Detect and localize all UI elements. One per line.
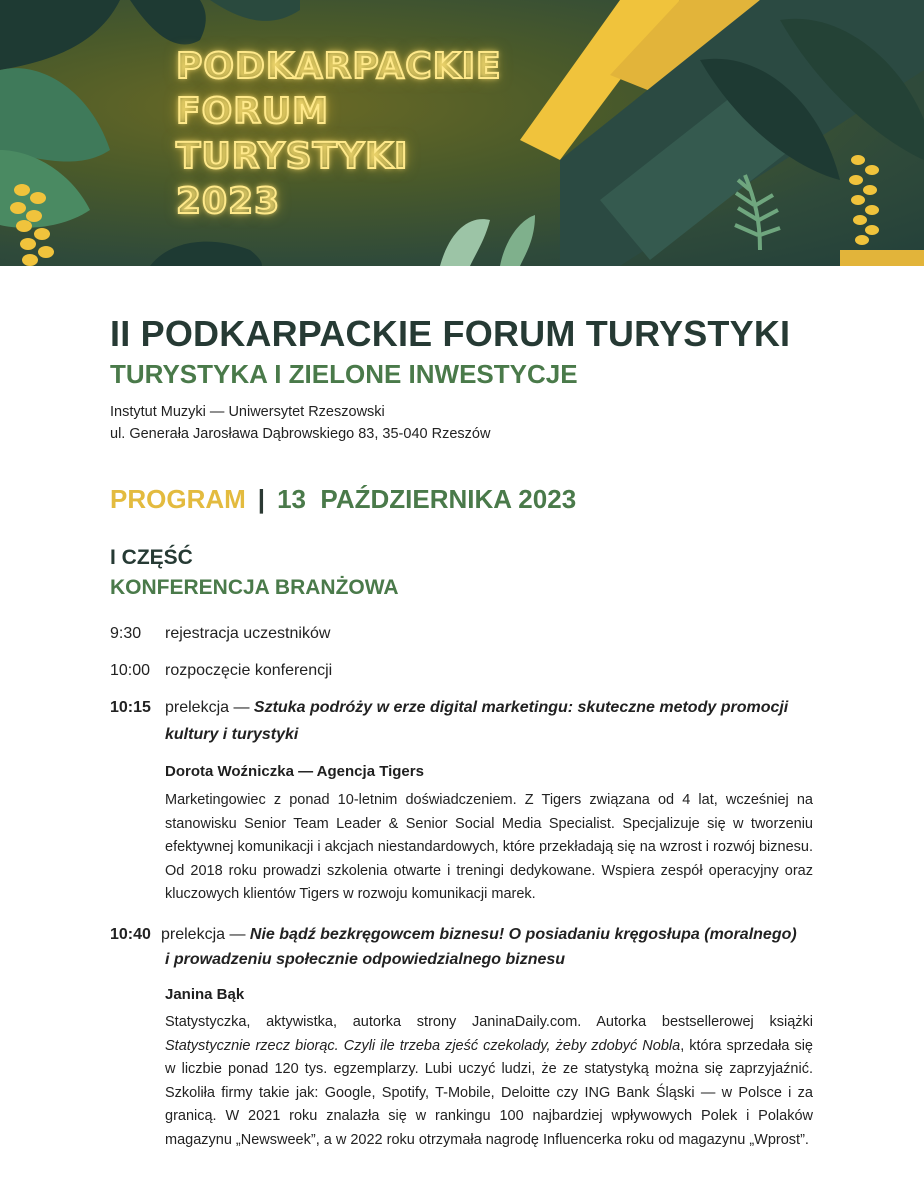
schedule-item: [110, 625, 330, 643]
schedule-text: rozpoczęcie konferencji: [165, 662, 333, 679]
lecture-prefix: prelekcja —: [161, 926, 250, 943]
speaker-bio: [165, 789, 813, 907]
page-subtitle: TURYSTYKA I ZIELONE INWESTYCJE: [110, 359, 578, 389]
schedule-item: [110, 662, 332, 680]
speaker-name: Janina Bąk: [165, 986, 245, 1003]
page-title: II PODKARPACKIE FORUM TURYSTYKI: [110, 313, 791, 354]
address: ul. Generała Jarosława Dąbrowskiego 83, 35-040 Rzeszów: [110, 426, 491, 442]
schedule-text: rejestracja uczestników: [165, 625, 331, 642]
lecture-item: [110, 699, 814, 749]
program-separator: |: [257, 484, 266, 514]
program-label: PROGRAM: [110, 484, 246, 514]
book-title: Statystycznie rzecz biorąc. Czyli ile trzeba zjeść czekolady, żeby zdobyć Nobla: [165, 1037, 681, 1054]
schedule-time: 10:00: [110, 662, 151, 679]
neon-line: FORUM: [176, 91, 329, 132]
lecture-prefix: prelekcja —: [165, 699, 254, 716]
program-heading: [110, 484, 576, 515]
lecture-time: 10:40: [110, 926, 151, 943]
venue: Instytut Muzyki — Uniwersytet Rzeszowski: [110, 404, 385, 420]
program-date: 13 PAŹDZIERNIKA 2023: [277, 484, 577, 514]
speaker-bio: [165, 1011, 813, 1152]
lecture-title-cont: kultury i turystyki: [165, 726, 299, 743]
banner: [0, 0, 924, 266]
forum-neon-title: [176, 44, 502, 224]
neon-line: 2023: [176, 181, 281, 222]
bio-text: Statystyczka, aktywistka, autorka strony JaninaDaily.com. Autorka bestsellerowej książki: [165, 1014, 813, 1030]
lecture-title-line: [161, 926, 797, 944]
lecture-title-line: [165, 699, 788, 717]
lecture-title-cont: i prowadzeniu społecznie odpowiedzialnego biznesu: [165, 951, 566, 968]
speaker-name: Dorota Woźniczka — Agencja Tigers: [165, 763, 424, 780]
bio-text: , która sprzedała się w liczbie ponad 120 tys. egzemplarzy. Lubi uczyć ludzi, że ze statystyką można się zaprzyjaźnić. Szkoliła firmy takie jak: Google, Spotify, T-Mobile, Deloitte czy ING Bank Śląski — w Polsce i za granicą. W 2021 roku znalazła się w rankingu 100 najbardziej wpływowych Polek i Polaków magazynu „Newsweek”, a w 2022 roku otrzymała nagrodę Influencerka roku od magazynu „Wprost”.: [165, 1037, 813, 1148]
lecture-item: [110, 926, 814, 976]
schedule-time: 9:30: [110, 625, 142, 642]
neon-line: PODKARPACKIE: [176, 46, 502, 87]
part-name: KONFERENCJA BRANŻOWA: [110, 576, 399, 599]
lecture-title: Sztuka podróży w erze digital marketingu: skuteczne metody promocji: [253, 699, 789, 716]
bio-text: Marketingowiec z ponad 10-letnim doświadczeniem. Z Tigers związana od 4 lat, wcześniej na stanowisku Senior Team Leader & Senior Social Media Specialist. Specjalizuje się w tworzeniu efektywnej komunikacji i akcjach niestandardowych, które przekładają się na wzrost i rozwój biznesu. Od 2018 roku prowadzi szkolenia otwarte i treningi dedykowane. Wspiera zespół operacyjny oraz kluczowych klientów Tigers w rozwoju komunikacji marek.: [165, 792, 813, 902]
part-number: I CZĘŚĆ: [110, 546, 193, 569]
neon-line: TURYSTYKI: [176, 136, 409, 177]
lecture-title: Nie bądź bezkręgowcem biznesu! O posiadaniu kręgosłupa (moralnego): [249, 926, 797, 943]
lecture-time: 10:15: [110, 699, 151, 716]
